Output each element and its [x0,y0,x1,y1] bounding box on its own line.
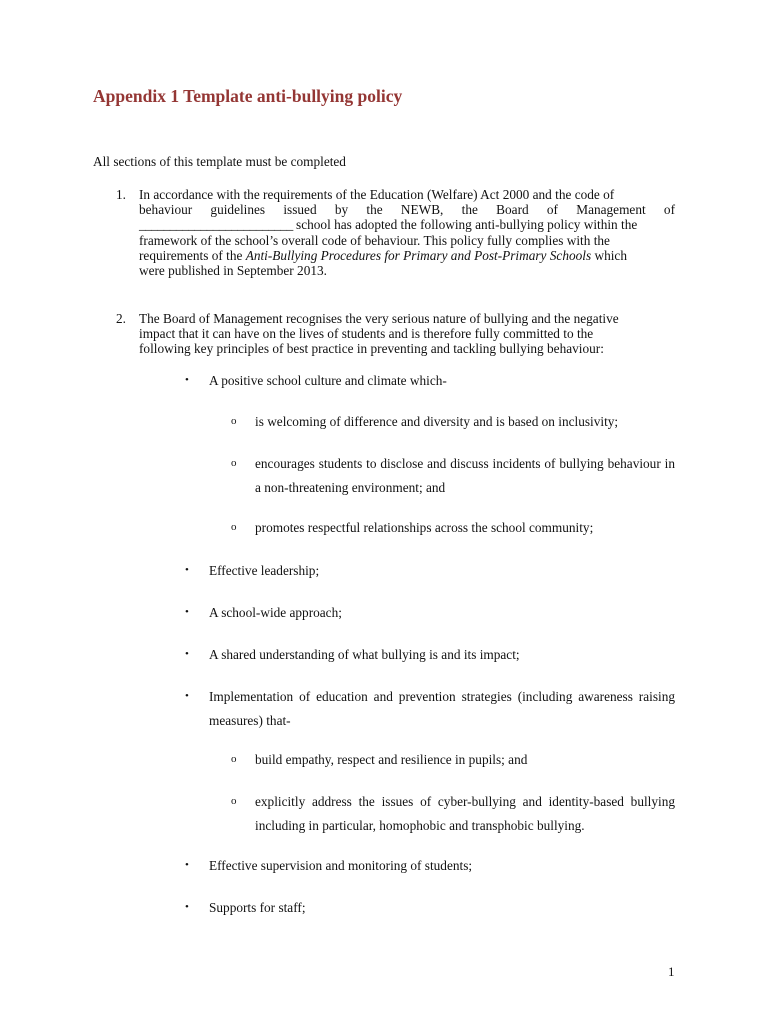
sub-bullet-text: build empathy, respect and resilience in pupils; and [255,752,528,767]
bullet-text: Supports for staff; [209,900,306,915]
bullet-text: Effective supervision and monitoring of students; [209,858,473,873]
sub-bullet-icon: o [231,457,237,469]
bullet-icon: • [185,648,189,660]
paragraph-line: In accordance with the requirements of the Education (Welfare) Act 2000 and the code of [139,187,615,202]
paragraph-line: behaviour guidelines issued by the NEWB, the Board of Management of [139,202,675,218]
paragraph-line: impact that it can have on the lives of students and is therefore fully committed to the [139,326,594,342]
sub-bullet-text: promotes respectful relationships across the school community; [255,520,594,535]
page-title: Appendix 1 Template anti-bullying policy [93,86,403,106]
page-number: 1 [668,964,675,979]
intro-text: All sections of this template must be completed [93,154,346,169]
item-number: 1. [116,187,126,202]
procedures-title: Anti-Bullying Procedures for Primary and Post-Primary Schools [245,247,592,263]
bullet-icon: • [185,690,189,702]
sub-bullet-icon: o [231,795,237,807]
bullet-icon: • [185,606,189,618]
bullet-text: A positive school culture and climate which- [209,373,447,388]
paragraph-fragment: school has adopted the following anti-bullying policy within the [292,217,638,233]
paragraph-fragment: requirements of the [139,247,246,263]
bullet-icon: • [185,564,189,576]
paragraph-line: framework of the school’s overall code of behaviour. This policy fully complies with the [139,232,610,248]
numbered-item-2 [116,311,675,357]
bullet-text: A school-wide approach; [209,605,342,620]
bullet-icon: • [185,859,189,871]
bullet-text: Implementation of education and prevention strategies (including awareness raising measures) that- [209,689,675,728]
paragraph-line: following key principles of best practice in preventing and tackling bullying behaviour: [139,341,604,357]
bullet-icon: • [185,901,189,913]
item-paragraph [139,187,675,278]
bullet-icon: • [185,374,189,386]
paragraph-line: were published in September 2013. [139,263,327,279]
item-paragraph [139,311,675,357]
sub-bullet-icon: o [231,415,237,427]
sub-bullet-text: is welcoming of difference and diversity and is based on inclusivity; [255,414,619,429]
paragraph-line: The Board of Management recognises the very serious nature of bullying and the negative [139,311,619,326]
paragraph-line [139,248,675,263]
numbered-item-1 [116,187,675,278]
paragraph-fragment: which [591,247,627,263]
sub-bullet-text: encourages students to disclose and discuss incidents of bullying behaviour in a non-threatening environment; and [255,456,675,495]
sub-bullet-icon: o [231,521,237,533]
sub-bullet-text: explicitly address the issues of cyber-bullying and identity-based bullying including in particular, homophobic and transphobic bullying. [255,794,675,833]
bullet-text: Effective leadership; [209,563,320,578]
item-number: 2. [116,311,126,326]
paragraph-line [139,217,675,232]
school-name-blank: _________________________ [139,217,293,233]
bullet-text: A shared understanding of what bullying is and its impact; [209,647,520,662]
sub-bullet-icon: o [231,753,237,765]
